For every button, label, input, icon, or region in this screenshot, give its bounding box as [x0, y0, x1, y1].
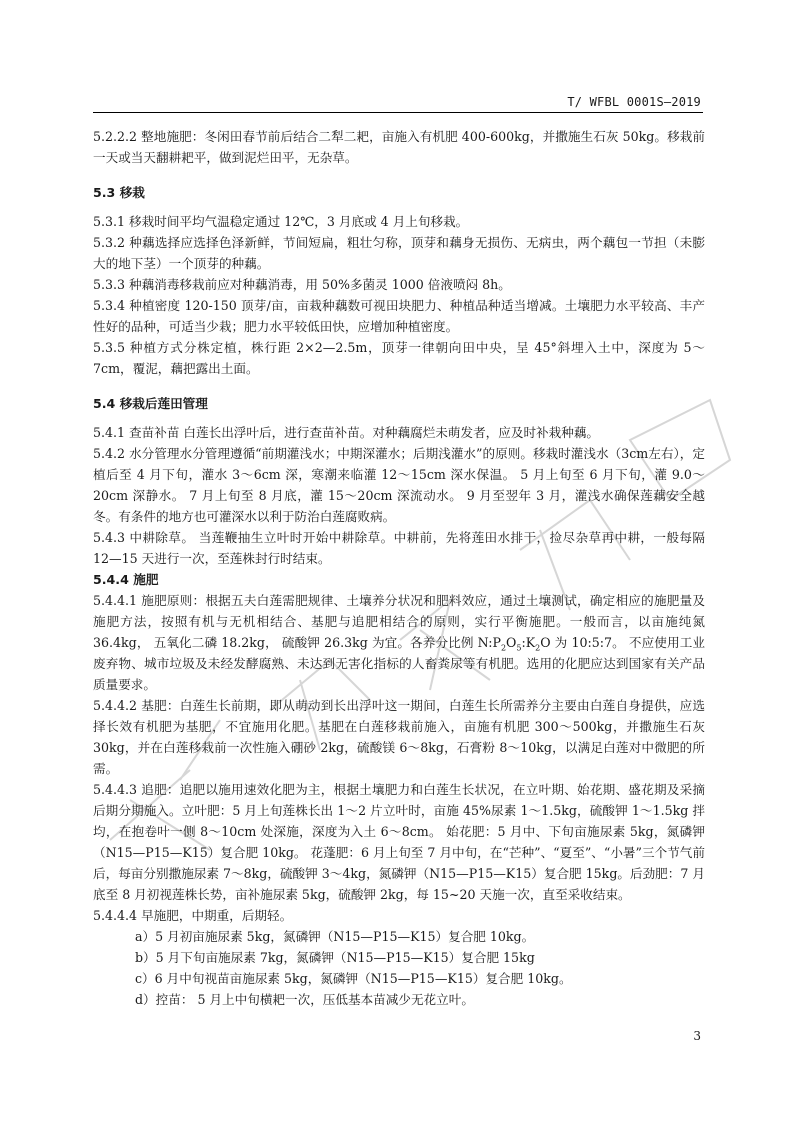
text-run: O 为 10:5:7。 不应使用工业废弃物、城市垃圾及未经发酵腐熟、未达到无害化指标的人畜粪尿等有机肥。选用的化肥应达到国家有关产品质量要求。: [93, 635, 706, 692]
list-item: c）6 月中旬视苗亩施尿素 5kg，氮磷钾（N15—P15—K15）复合肥 10kg。: [135, 971, 572, 986]
paragraph-5-4-2: 5.4.2 水分管理水分管理遵循“前期灌浅水；中期深灌水；后期浅灌水”的原则。移栽时灌浅水（3cm左右），定植后至 4 月下旬，灌水 3～6cm 深，寒潮来临灌 12～15cm 深水保温。 5 月上旬至 6 月下旬，灌 9.0～20cm 深静水。 7 月上旬至 8 月底，灌 15～20cm 深流动水。 9 月至翌年 3 月，灌浅水确保莲藕安全越冬。有条件的地方也可灌深水以利于防治白莲腐败病。: [93, 446, 705, 524]
subscript: 2: [535, 643, 541, 653]
paragraph-5-4-4-3: 5.4.4.3 追肥：追肥以施用速效化肥为主，根据土壤肥力和白莲生长状况，在立叶期、始花期、盛花期及采摘后期分期施入。立叶肥：5 月上旬莲株长出 1～2 片立叶时，亩施 45%尿素 1～1.5kg，硫酸钾 1～1.5kg 拌均，在抱卷叶一侧 8～10cm 处深施，深度为入土 6～8cm。 始花肥：5 月中、下旬亩施尿素 5kg，氮磷钾（N15—P15—K15）复合肥 10kg。 花蓬肥：6 月上旬至 7 月中旬，在“芒种”、“夏至”、“小暑”三个节气前后，每亩分别撒施尿素 7～8kg，硫酸钾 3～4kg，氮磷钾（N15—P15—K15）复合肥 15kg。后劲肥：7 月底至 8 月初视莲株长势，亩补施尿素 5kg，硫酸钾 2kg，每 15~20 天施一次，直至采收结束。: [93, 782, 705, 902]
text-run: O: [506, 635, 517, 650]
page-number: 3: [693, 1029, 701, 1043]
text-run: :K: [521, 635, 536, 650]
paragraph-5-3-4: 5.3.4 种植密度 120-150 顶芽/亩，亩栽种藕数可视田块肥力、种植品种适当增减。土壤肥力水平较高、丰产性好的品种，可适当少栽；肥力水平较低田快，应增加种植密度。: [93, 298, 705, 334]
paragraph-5-3-1: 5.3.1 移栽时间平均气温稳定通过 12℃，3 月底或 4 月上旬移栽。: [93, 214, 469, 229]
paragraph-5-3-2: 5.3.2 种藕选择应选择色泽新鲜，节间短扁，粗壮匀称，顶芽和藕身无损伤、无病虫，两个藕包一节担（未膨大的地下茎）一个顶芽的种藕。: [93, 235, 705, 271]
list-item: b）5 月下旬亩施尿素 7kg，氮磷钾（N15—P15—K15）复合肥 15kg: [135, 950, 535, 965]
text-run: 5.4.4.1 施肥原则：根据五夫白莲需肥规律、土壤养分状况和肥料效应，通过土壤测试，确定相应的施肥量及施肥方法，按照有机与无机相结合、基肥与追肥相结合的原则，实行平衡施肥。一般而言，以亩施纯氮 36.4kg， 五氧化二磷 18.2kg， 硫酸钾 26.3kg 为宜。各养分比例 N:P: [93, 593, 705, 650]
subscript: 5: [516, 643, 522, 653]
paragraph-5-4-4-1: [93, 590, 705, 695]
paragraph-5-4-4-2: 5.4.4.2 基肥：白莲生长前期，即从萌动到长出浮叶这一期间，白莲生长所需养分主要由白莲自身提供，应选择长效有机肥为基肥，不宜施用化肥。基肥在白莲移栽前施入，亩施有机肥 300～500kg，并撒施生石灰 30kg，并在白莲移栽前一次性施入硼砂 2kg，硫酸镁 6～8kg，石膏粉 8～10kg，以满足白莲对中微肥的所需。: [93, 698, 705, 776]
subscript: 2: [500, 643, 507, 653]
paragraph-5-4-3: 5.4.3 中耕除草。 当莲鞭抽生立叶时开始中耕除草。中耕前，先将莲田水排干，捡尽杂草再中耕，一般每隔 12—15 天进行一次，至莲株封行时结束。: [93, 530, 705, 566]
list-item: a）5 月初亩施尿素 5kg，氮磷钾（N15—P15—K15）复合肥 10kg。: [135, 929, 535, 944]
header-rule: [93, 112, 703, 113]
list-item: d）控苗： 5 月上中旬横耙一次，压低基本苗减少无花立叶。: [135, 992, 474, 1007]
paragraph-5-3-3: 5.3.3 种藕消毒移栽前应对种藕消毒，用 50%多菌灵 1000 倍液喷闷 8h。: [93, 277, 511, 292]
paragraph-5-3-5: 5.3.5 种植方式分株定植，株行距 2×2—2.5m，顶芽一律朝向田中央，呈 45°斜埋入土中，深度为 5～7cm，覆泥，藕把露出土面。: [93, 340, 705, 376]
section-heading-5-4: 5.4 移栽后莲田管理: [93, 396, 208, 411]
paragraph-5-2-2-2: 5.2.2.2 整地施肥：冬闲田春节前后结合二犁二耙，亩施入有机肥 400-600kg，并撒施生石灰 50kg。移栽前一天或当天翻耕耙平，做到泥烂田平，无杂草。: [93, 129, 705, 165]
paragraph-5-4-4-4: 5.4.4.4 早施肥，中期重，后期轻。: [93, 908, 293, 923]
section-heading-5-3: 5.3 移栽: [93, 185, 145, 200]
heading-5-4-4: 5.4.4 施肥: [93, 572, 159, 587]
paragraph-5-4-1: 5.4.1 查苗补苗 白莲长出浮叶后，进行查苗补苗。对种藕腐烂未萌发者，应及时补栽种藕。: [93, 425, 600, 440]
standard-id: T/ WFBL 0001S—2019: [567, 95, 701, 109]
document-body: [93, 126, 705, 1010]
